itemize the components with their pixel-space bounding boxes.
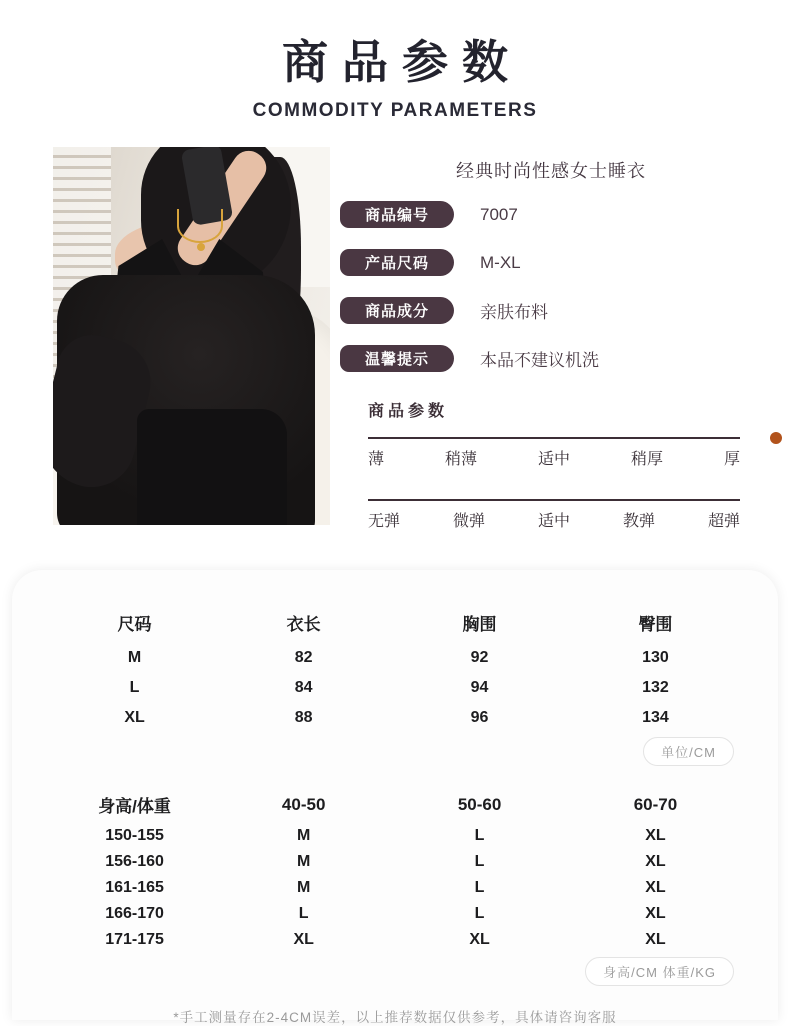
product-params-heading: 商品参数 — [368, 403, 449, 420]
attribute-label-pill: 产品尺码 — [340, 249, 454, 276]
photo-black-pants — [137, 409, 287, 525]
product-section — [53, 147, 762, 531]
column-header: 尺码 — [117, 615, 152, 634]
scale-option: 薄 — [368, 451, 385, 468]
table-cell: L — [298, 905, 309, 922]
table-cell: M — [297, 879, 311, 896]
table-header-row — [50, 604, 740, 643]
attribute-label-pill: 商品成分 — [340, 297, 454, 324]
scale-option: 超弹 — [707, 513, 740, 530]
table-cell: XL — [645, 905, 666, 922]
product-attributes — [340, 201, 762, 372]
table-cell: 92 — [470, 649, 489, 666]
scale-option: 稍薄 — [444, 451, 477, 468]
product-attribute-row — [340, 345, 762, 372]
table-row — [50, 703, 740, 733]
table-cell: 130 — [642, 649, 669, 666]
page-subtitle: COMMODITY PARAMETERS — [252, 100, 538, 121]
scale-option: 教弹 — [622, 513, 655, 530]
scale-labels — [368, 446, 740, 469]
table-cell: 171-175 — [105, 931, 164, 948]
scale-marker-dot — [770, 432, 782, 444]
product-attribute-row — [340, 249, 762, 276]
scale-option: 适中 — [537, 513, 570, 530]
table-cell: XL — [293, 931, 314, 948]
table-row — [50, 875, 740, 901]
table-cell: 94 — [470, 679, 489, 696]
product-name: 经典时尚性感女士睡衣 — [456, 161, 646, 181]
attribute-label-pill: 温馨提示 — [340, 345, 454, 372]
scale-labels — [368, 508, 740, 531]
attribute-value: 亲肤布料 — [480, 303, 548, 322]
table-row — [50, 673, 740, 703]
table-cell: XL — [645, 827, 666, 844]
table-cell: 150-155 — [105, 827, 164, 844]
attribute-label-pill: 商品编号 — [340, 201, 454, 228]
table-row — [50, 927, 740, 953]
table-cell: L — [474, 827, 485, 844]
scale-option: 厚 — [723, 451, 740, 468]
garment-size-table — [50, 604, 740, 733]
page-header — [0, 0, 790, 122]
table-cell: M — [297, 853, 311, 870]
table-cell: L — [129, 679, 140, 696]
product-attribute-row — [340, 201, 762, 228]
attribute-value: 7007 — [480, 204, 518, 224]
table-cell: 132 — [642, 679, 669, 696]
thickness-scale — [368, 437, 740, 469]
table-row — [50, 849, 740, 875]
photo-necklace — [177, 209, 223, 243]
elasticity-scale — [368, 499, 740, 531]
column-header: 60-70 — [633, 794, 678, 814]
size-unit-badge-row — [50, 733, 740, 766]
scale-option: 无弹 — [368, 513, 401, 530]
scale-option: 适中 — [537, 451, 570, 468]
fit-unit-badge-row — [50, 953, 740, 986]
scale-option: 微弹 — [452, 513, 485, 530]
fit-unit-badge: 身高/CM 体重/KG — [585, 957, 734, 986]
column-header: 40-50 — [281, 794, 326, 814]
table-cell: L — [474, 905, 485, 922]
scale-line — [368, 499, 740, 501]
size-unit-badge: 单位/CM — [643, 737, 734, 766]
product-attribute-row — [340, 297, 762, 324]
attribute-value: M-XL — [480, 252, 521, 272]
table-cell: XL — [124, 709, 145, 726]
table-cell: L — [474, 879, 485, 896]
table-cell: 96 — [470, 709, 489, 726]
table-cell: 84 — [294, 679, 313, 696]
product-info-panel — [330, 147, 762, 531]
attribute-value: 本品不建议机洗 — [480, 351, 599, 370]
measurement-disclaimer: *手工测量存在2-4CM误差，以上推荐数据仅供参考，具体请咨询客服 — [173, 1010, 617, 1025]
table-cell: L — [474, 853, 485, 870]
table-cell: XL — [645, 879, 666, 896]
column-header: 臀围 — [638, 615, 673, 634]
table-cell: 88 — [294, 709, 313, 726]
table-row — [50, 823, 740, 849]
column-header: 胸围 — [462, 615, 497, 634]
height-weight-fit-table — [50, 788, 740, 953]
column-header: 身高/体重 — [98, 797, 171, 816]
size-chart-card — [12, 570, 778, 1025]
scale-line — [368, 437, 740, 439]
table-cell: XL — [469, 931, 490, 948]
table-cell: XL — [645, 853, 666, 870]
table-cell: M — [297, 827, 311, 844]
table-cell: 134 — [642, 709, 669, 726]
column-header: 50-60 — [457, 794, 502, 814]
table-row — [50, 643, 740, 673]
table-cell: 161-165 — [105, 879, 164, 896]
scale-option: 稍厚 — [630, 451, 663, 468]
photo-necklace-pendant — [197, 243, 205, 251]
table-cell: 82 — [294, 649, 313, 666]
table-cell: 156-160 — [105, 853, 164, 870]
table-header-row — [50, 788, 740, 823]
table-row — [50, 901, 740, 927]
page-title: 商品参数 — [282, 36, 522, 88]
product-photo — [53, 147, 330, 525]
table-cell: M — [127, 649, 142, 666]
column-header: 衣长 — [286, 615, 321, 634]
table-cell: XL — [645, 931, 666, 948]
table-cell: 166-170 — [105, 905, 164, 922]
